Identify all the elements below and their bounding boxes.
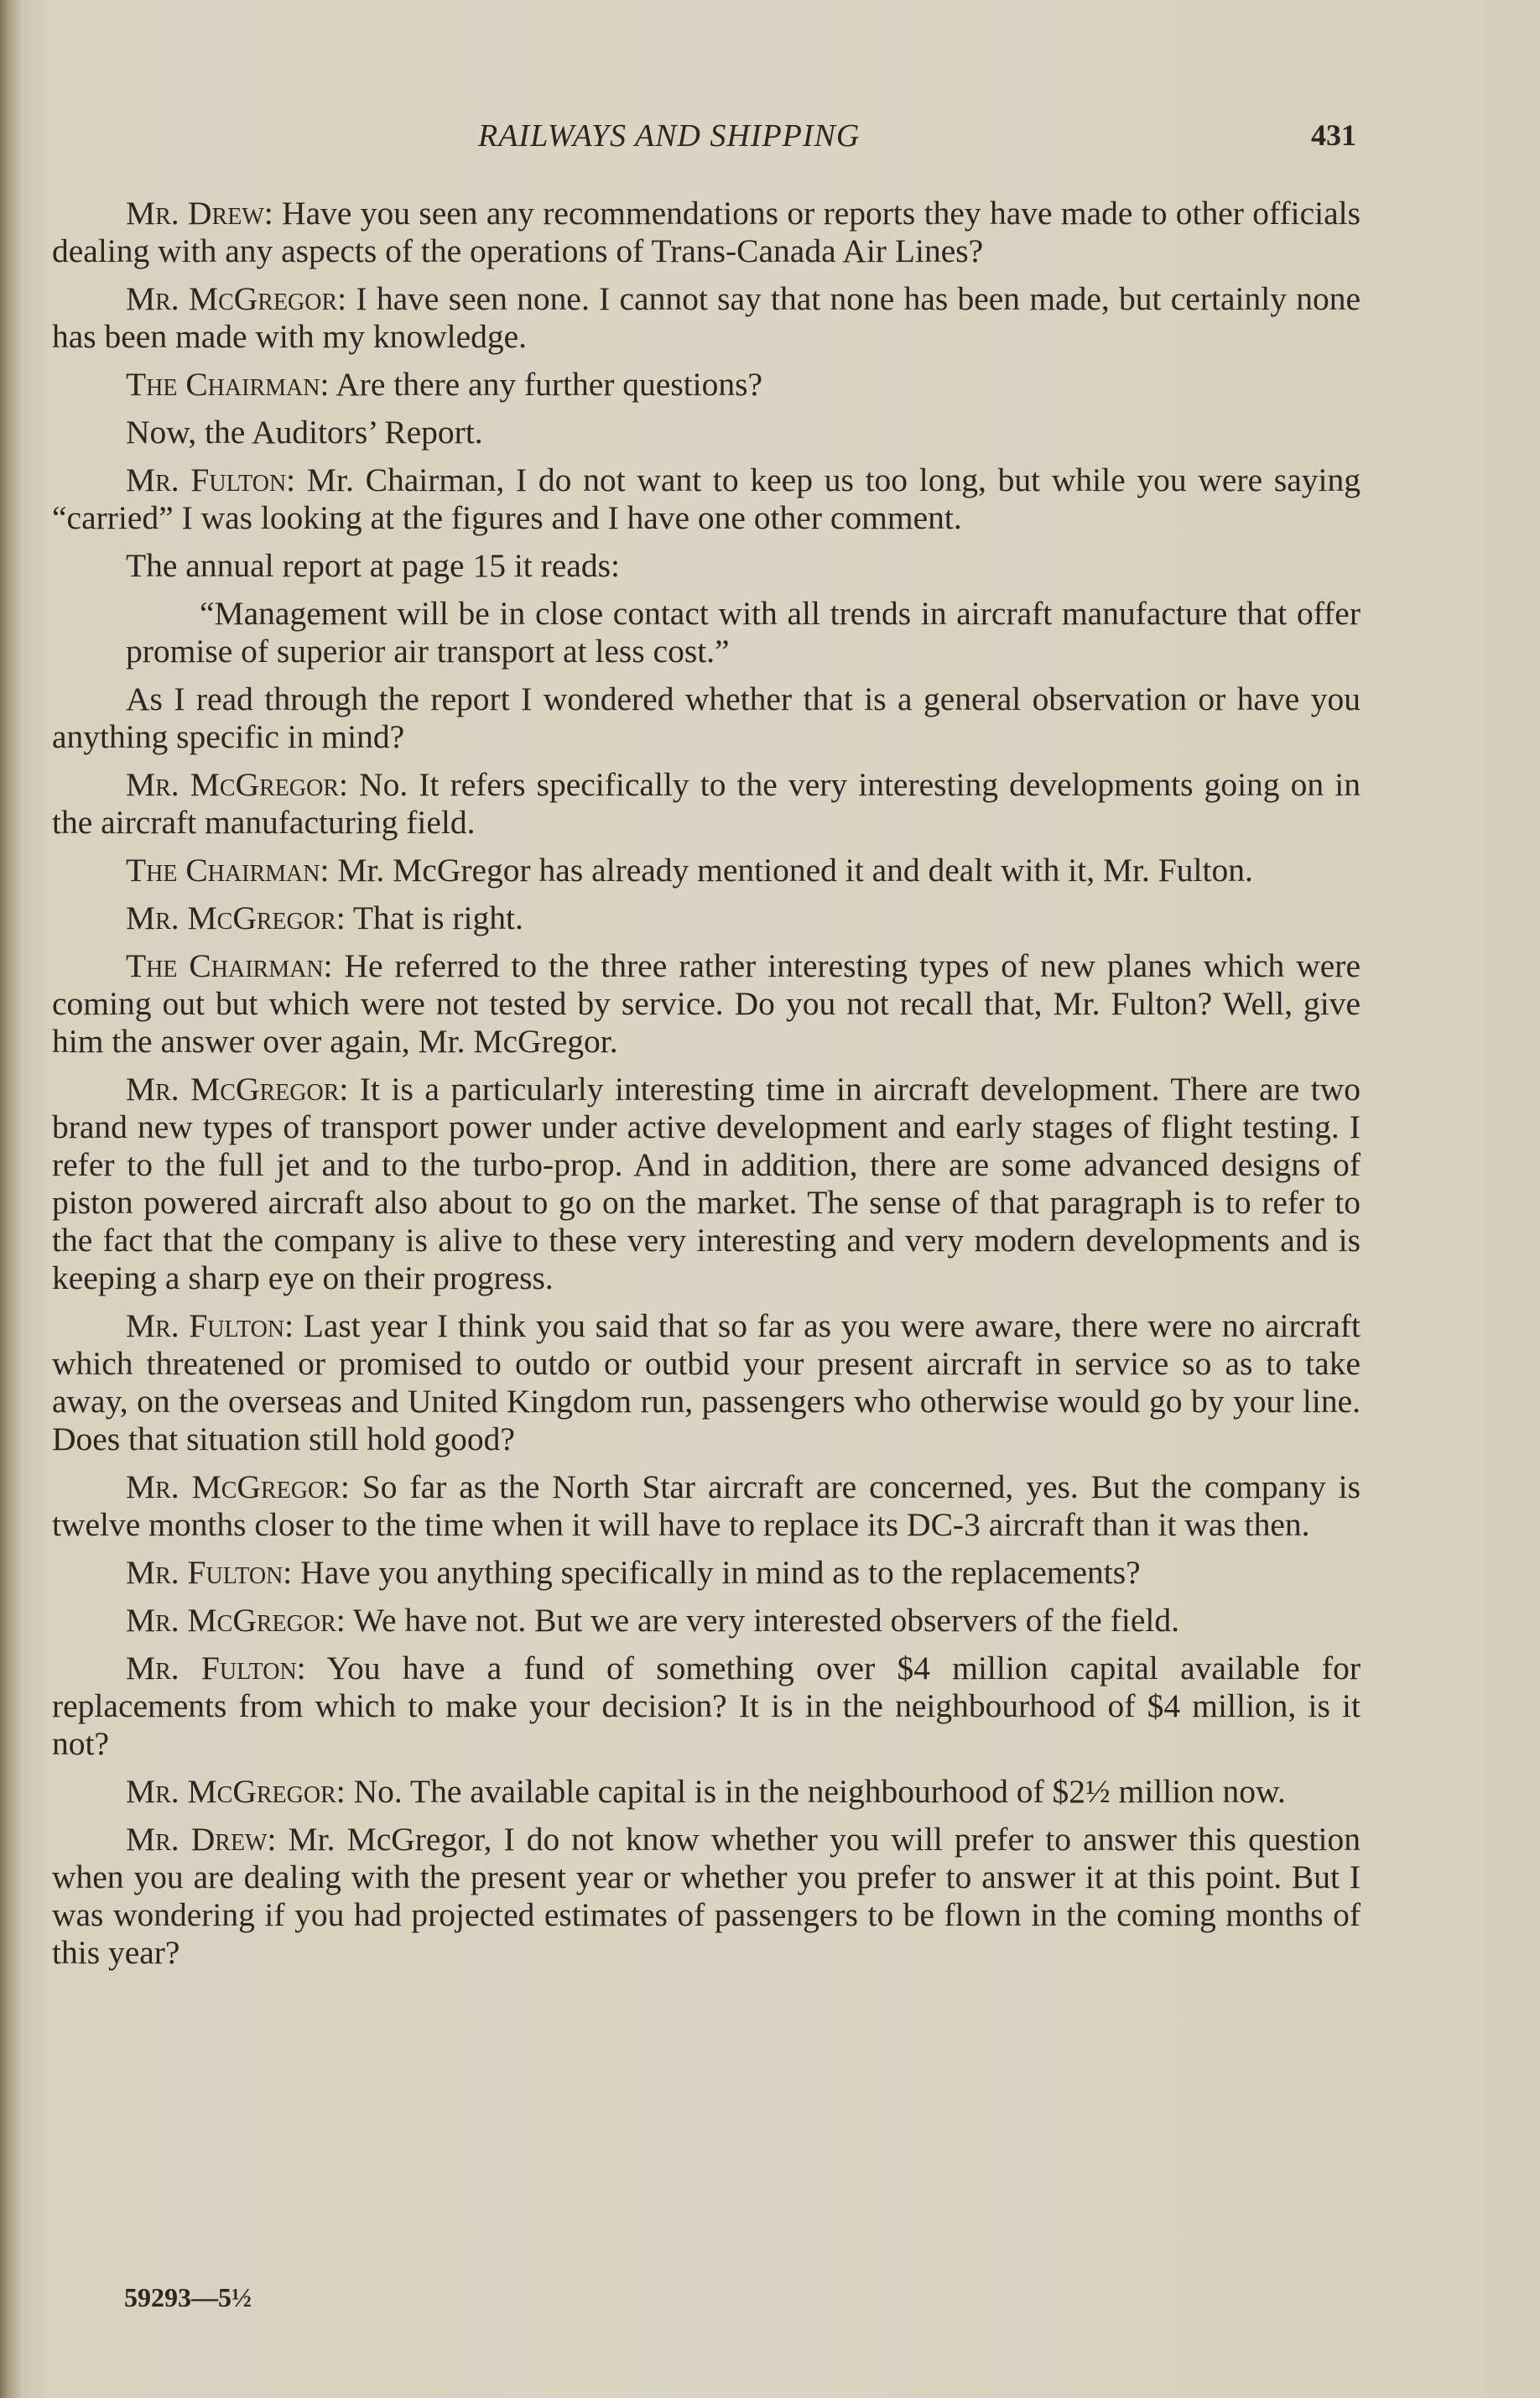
paragraph-text: Are there any further questions?: [329, 366, 763, 403]
block-quote: [52, 595, 1361, 670]
speaker-name: Mr. McGregor:: [126, 1071, 349, 1108]
page-header: [0, 117, 1540, 168]
speaker-name: Mr. Fulton:: [126, 1554, 293, 1591]
paragraph: [52, 1602, 1361, 1640]
paragraph: [52, 1650, 1361, 1763]
paragraph-text: No. It refers specifically to the very interesting developments going on in the aircraft manufacturing field.: [52, 766, 1361, 841]
paragraph: [52, 680, 1361, 756]
speaker-name: Mr. McGregor:: [126, 1468, 350, 1505]
paragraph: [52, 461, 1361, 537]
quote-text: “Management will be in close contact with all trends in aircraft manufacture that offer promise of superior air transport at less cost.”: [126, 595, 1361, 670]
printer-signature: 59293—5½: [124, 2282, 252, 2312]
paragraph: [52, 1554, 1361, 1592]
speaker-name: Mr. Fulton:: [126, 461, 296, 498]
paragraph-text: Last year I think you said that so far as you were aware, there were no aircraft which threatened or promised to outdo or outbid your present aircraft in service so as to take away, on the overseas and United Kingdom run, passengers who otherwise would go by your line. Does that situation still hold good?: [52, 1307, 1361, 1457]
paragraph: [52, 1821, 1361, 1972]
speaker-name: Mr. McGregor:: [126, 280, 347, 317]
paragraph: [52, 947, 1361, 1061]
speaker-name: Mr. Drew:: [126, 195, 273, 232]
paragraph-text: As I read through the report I wondered whether that is a general observation or have you anything specific in mind?: [52, 680, 1361, 755]
paragraph: [52, 899, 1361, 937]
paragraph: [52, 852, 1361, 889]
paragraph: [52, 766, 1361, 842]
paragraph-text: We have not. But we are very interested observers of the field.: [345, 1602, 1179, 1639]
paragraph: [52, 547, 1361, 585]
paragraph: [52, 1773, 1361, 1811]
paragraph-text: I have seen none. I cannot say that none has been made, but certainly none has been made with my knowledge.: [52, 280, 1361, 355]
speaker-name: The Chairman:: [126, 947, 333, 984]
paragraph-text: Have you anything specifically in mind as to the replacements?: [292, 1554, 1141, 1591]
paragraph-text: That is right.: [345, 899, 523, 936]
paragraph: [52, 1307, 1361, 1458]
paragraph-text: It is a particularly interesting time in aircraft development. There are two brand new types of transport power under active development and early stages of flight testing. I refer to the full jet and to the turbo-prop. And in addition, there are some advanced designs of piston powered aircraft also about to go on the market. The sense of that paragraph is to refer to the fact that the company is alive to these very interesting and very modern developments and is keeping a sharp eye on their progress.: [52, 1071, 1361, 1296]
paragraph: [52, 1468, 1361, 1544]
body-text: [52, 195, 1361, 1982]
paragraph-text: So far as the North Star aircraft are concerned, yes. But the company is twelve months closer to the time when it will have to replace its DC-3 aircraft than it was then.: [52, 1468, 1361, 1543]
paragraph: [52, 366, 1361, 404]
speaker-name: Mr. McGregor:: [126, 1773, 346, 1810]
paragraph-text: Mr. McGregor, I do not know whether you will prefer to answer this question when you are dealing with the present year or whether you prefer to answer it at this point. But I was wondering if you had projected estimates of passengers to be flown in the coming months of this year?: [52, 1821, 1361, 1971]
paragraph: [52, 1071, 1361, 1297]
speaker-name: Mr. Drew:: [126, 1821, 277, 1858]
speaker-name: Mr. McGregor:: [126, 899, 346, 936]
speaker-name: Mr. McGregor:: [126, 1602, 346, 1639]
paragraph-text: Have you seen any recommendations or reports they have made to other officials dealing with any aspects of the operations of Trans-Canada Air Lines?: [52, 195, 1361, 269]
running-title: RAILWAYS AND SHIPPING: [478, 118, 861, 154]
page-number: 431: [1311, 118, 1356, 152]
paragraph-text: Mr. Chairman, I do not want to keep us too long, but while you were saying “carried” I was looking at the figures and I have one other comment.: [52, 461, 1361, 536]
paragraph: [52, 414, 1361, 451]
paragraph: [52, 195, 1361, 270]
speaker-name: The Chairman:: [126, 852, 330, 889]
paragraph: [52, 280, 1361, 356]
speaker-name: Mr. McGregor:: [126, 766, 348, 803]
paragraph-text: Mr. McGregor has already mentioned it and dealt with it, Mr. Fulton.: [329, 852, 1253, 889]
speaker-name: The Chairman:: [126, 366, 330, 403]
paragraph-text: You have a fund of something over $4 million capital available for replacements from which to make your decision? It is in the neighbourhood of $4 million, is it not?: [52, 1650, 1361, 1762]
speaker-name: Mr. Fulton:: [126, 1307, 294, 1344]
speaker-name: Mr. Fulton:: [126, 1650, 306, 1686]
paragraph-text: The annual report at page 15 it reads:: [126, 547, 620, 584]
paragraph-text: He referred to the three rather interesting types of new planes which were coming out but which were not tested by service. Do you not recall that, Mr. Fulton? Well, give him the answer over again, Mr. McGregor.: [52, 947, 1361, 1060]
paragraph-text: Now, the Auditors’ Report.: [126, 414, 483, 451]
paragraph-text: No. The available capital is in the neighbourhood of $2½ million now.: [345, 1773, 1286, 1810]
